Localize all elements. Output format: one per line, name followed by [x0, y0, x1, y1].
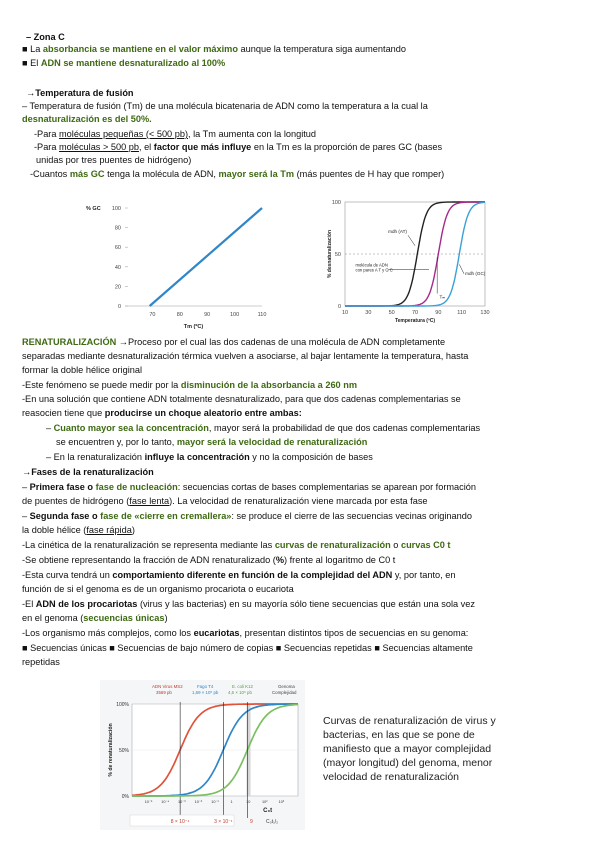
legend-t4-size: 1,69 × 10⁵ pb — [192, 690, 219, 695]
y-tick-label: 100 — [331, 200, 341, 206]
text: ) frente al logaritmo de C0 t — [284, 555, 396, 565]
text: y, por tanto, en — [392, 570, 456, 580]
seq-type-4: Secuencias altamente — [382, 643, 473, 653]
zona-c-title: – Zona C — [26, 32, 65, 42]
y-tick-label: 100% — [116, 702, 129, 708]
x-tick-label: 10 — [341, 310, 349, 316]
y-tick-label: 100 — [111, 206, 121, 212]
highlight: absorbancia se mantiene en el valor máximo — [42, 44, 238, 54]
square-bullet-icon: ■ — [22, 643, 28, 653]
bold: ADN de los procariotas — [35, 599, 138, 609]
x-tick-label: 110 — [257, 312, 267, 318]
text: – — [22, 482, 30, 492]
text: , presentan distintos tipos de secuencias en su genoma: — [239, 628, 469, 638]
gc-arrow — [459, 264, 464, 273]
text: aunque la temperatura siga aumentando — [237, 44, 407, 54]
gc-tm-line — [150, 208, 262, 306]
renat-line-4 — [22, 380, 357, 391]
x-axis-label: Tm (ºC) — [183, 324, 204, 330]
x-tick-label: 30 — [365, 310, 372, 316]
x-tick-label: 10² — [262, 800, 268, 804]
x-tick-label: 10⁻⁴ — [161, 800, 170, 804]
x-tick-label: 130 — [480, 310, 490, 316]
renat-line-12 — [22, 496, 428, 507]
text: El — [30, 58, 41, 68]
text: la doble hélice ( — [22, 525, 87, 535]
text: reasocien tiene que — [22, 408, 105, 418]
x-tick-label: 100 — [230, 312, 240, 318]
y-tick-label: 0 — [337, 304, 341, 310]
x-tick-label: 90 — [435, 310, 442, 316]
renat-line-14 — [22, 525, 135, 536]
y-tick-label: 0 — [117, 304, 121, 310]
legend-t4: Fago T4 — [197, 684, 214, 689]
text: : se produce el cierre de las secuencias vecinas originando — [231, 511, 472, 521]
renat-line-15 — [22, 540, 451, 551]
fusion-point-2-cont: unidas por tres puentes de hidrógeno) — [36, 155, 192, 165]
legend-ms2-size: 3569 pb — [156, 690, 172, 695]
y-tick-label: 20 — [114, 284, 121, 291]
highlight: Cuanto mayor sea la concentración — [53, 423, 209, 433]
legend-complexity: Complejidad — [272, 690, 297, 695]
annotation-gc: mdh (GC) — [465, 270, 486, 276]
renat-line-16 — [22, 555, 395, 566]
annotation-arrow — [408, 235, 415, 245]
x-tick-label: 10⁻⁵ — [144, 800, 153, 804]
cot-value-t4: 3 × 10⁻¹ — [214, 819, 233, 825]
annotation-at: mdh (AT) — [388, 229, 407, 235]
highlight: curvas C0 t — [400, 540, 451, 550]
legend-ms2: ADN Virus MS2 — [152, 684, 183, 689]
y-axis-label: % desnaturalización — [327, 229, 333, 279]
x-tick-label: 10⁻² — [194, 800, 203, 804]
text: →Proceso por el cual las dos cadenas de una molécula de ADN completamente — [116, 337, 446, 347]
cot-value-ecoli: 9 — [249, 819, 253, 825]
x-axis-label: Temperatura (ºC) — [394, 318, 436, 324]
x-tick-label: 10 — [246, 800, 251, 804]
fusion-point-3 — [30, 169, 444, 180]
bold: producirse un choque aleatorio entre ambas: — [104, 408, 302, 418]
legend-ecoli-size: 4,6 × 10⁶ pb — [228, 690, 252, 695]
x-tick-label: 10⁻³ — [178, 800, 186, 804]
text: -Para — [34, 129, 60, 139]
underlined: fase lenta — [129, 496, 170, 506]
text: tenga la molécula de ADN, — [104, 169, 219, 179]
seq-type-3: Secuencias repetidas — [283, 643, 372, 653]
square-bullet-icon: ■ — [374, 643, 380, 653]
seq-type-2: Secuencias de bajo número de copias — [117, 643, 274, 653]
renat-line-3: formar la doble hélice original — [22, 365, 143, 375]
gc-vs-tm-chart — [80, 196, 275, 336]
text: -Esta curva tendrá un — [22, 570, 113, 580]
renat-line-1 — [22, 337, 445, 348]
figure-caption: Curvas de renaturalización de virus y bacterias, en las que se pone de manifiesto que a mayor complejidad (mayor longitud) del genoma, menor velocidad de renaturalización — [323, 715, 496, 783]
renat-line-20 — [22, 613, 168, 624]
text: , el — [138, 142, 154, 152]
renat-line-13 — [22, 511, 472, 522]
renat-line-2: separadas mediante desnaturalización térmica vuelven a asociarse, al bajar lentamente la temperatura, hasta — [22, 351, 469, 361]
x-tick-label: 90 — [204, 312, 211, 318]
square-bullet-icon: ■ — [109, 643, 115, 653]
text: -El — [22, 599, 36, 609]
y-tick-label: 0% — [121, 794, 129, 800]
bold: Primera fase o — [29, 482, 96, 492]
x-tick-label: 10³ — [278, 800, 285, 804]
seq-type-1: Secuencias únicas — [30, 643, 107, 653]
renat-line-6 — [22, 408, 302, 419]
x-tick-label: 70 — [411, 310, 419, 316]
text: -Cuantos — [30, 169, 70, 179]
renat-line-19 — [22, 599, 475, 610]
sequence-types-cont: repetidas — [22, 657, 60, 667]
y-tick-label: 40 — [114, 264, 121, 271]
bold: eucariotas — [193, 628, 240, 638]
renat-line-21 — [22, 628, 468, 639]
text: (más puentes de H hay que romper) — [294, 169, 445, 179]
y-tick-label: 50 — [334, 252, 341, 258]
cot-value-ms2: 8 × 10⁻⁴ — [170, 819, 190, 825]
text: – En la renaturalización — [46, 452, 145, 462]
denaturation-chart — [300, 192, 500, 332]
zona-c-bullet-2 — [22, 58, 225, 69]
highlight: ADN se mantiene desnaturalizado al 100% — [40, 58, 226, 68]
text: en la Tm es la proporción de pares GC (bases — [251, 142, 443, 152]
highlight: mayor será la velocidad de renaturalización — [176, 437, 368, 447]
text: de puentes de hidrógeno ( — [22, 496, 130, 506]
text: -Este fenómeno se puede medir por la — [22, 380, 181, 390]
underlined: moléculas > 500 pb — [59, 142, 139, 152]
bold: % — [275, 555, 284, 565]
bold: comportamiento diferente en función de la complejidad del ADN — [112, 570, 393, 580]
y-tick-label: 60 — [114, 245, 121, 252]
highlight: secuencias únicas — [83, 613, 165, 623]
square-bullet-icon: ■ — [22, 44, 28, 54]
fusion-definition-bold: desnaturalización es del 50%. — [22, 114, 152, 124]
fusion-point-1 — [34, 129, 316, 140]
text: , la Tm aumenta con la longitud — [188, 129, 317, 139]
y-tick-label: 80 — [114, 225, 121, 232]
renat-line-11 — [22, 482, 476, 493]
x-tick-label: 70 — [149, 312, 156, 318]
x-tick-label: 80 — [176, 312, 183, 318]
y-axis-label: % GC — [86, 206, 101, 212]
renaturation-cot-chart — [100, 680, 305, 830]
renat-line-17 — [22, 570, 455, 581]
annotation-tm: Tₘ — [439, 294, 446, 300]
x-tick-label: 10⁻¹ — [211, 800, 219, 804]
renat-line-9 — [46, 452, 373, 463]
text: en el genoma ( — [22, 613, 84, 623]
y-axis-label: % de renaturalización — [108, 723, 114, 777]
annotation-mixed-1: molécula de ADN — [355, 262, 388, 268]
text: -Para — [34, 142, 60, 152]
text: ) — [131, 525, 135, 535]
underlined: fase rápida — [86, 525, 132, 535]
highlight: más GC — [69, 169, 105, 179]
y-tick-label: 50% — [118, 748, 129, 754]
text: o — [390, 540, 401, 550]
renat-phases-title: →Fases de la renaturalización — [22, 467, 154, 477]
renat-title: RENATURALIZACIÓN — [22, 337, 117, 347]
text: , mayor será la probabilidad de que dos cadenas complementarias — [208, 423, 481, 433]
underlined: moléculas pequeñas (< 500 pb) — [59, 129, 188, 139]
zona-c-bullet-1 — [22, 44, 406, 55]
renat-line-7 — [46, 423, 480, 434]
renat-line-5: -En una solución que contiene ADN totalmente desnaturalizado, para que dos cadenas complementarias se — [22, 394, 461, 404]
renat-line-8 — [56, 437, 367, 448]
fusion-definition: – Temperatura de fusión (Tm) de una molécula bicatenaria de ADN como la temperatura a la cual la — [22, 101, 428, 111]
sequence-types-list — [22, 643, 473, 654]
text: -Los organismo más complejos, como los — [22, 628, 194, 638]
highlight: mayor será la Tm — [218, 169, 295, 179]
text: (virus y las bacterias) en su mayoría sólo tiene secuencias que están una sola vez — [137, 599, 475, 609]
text: ). La velocidad de renaturalización viene marcada por esta fase — [169, 496, 428, 506]
x-tick-label: 110 — [457, 310, 467, 316]
legend-ecoli: E. coli K12 — [232, 684, 253, 689]
bold: Segunda fase o — [29, 511, 101, 521]
fusion-title: →Temperatura de fusión — [26, 88, 134, 98]
text: : secuencias cortas de bases complementarias se aparean por formación — [177, 482, 477, 492]
renat-line-18: función de si el genoma es de un organismo procariota o eucariota — [22, 584, 294, 594]
text: se encuentren y, por lo tanto, — [56, 437, 177, 447]
x-tick-label: 1 — [230, 800, 233, 804]
text: -La cinética de la renaturalización se representa mediante las — [22, 540, 275, 550]
square-bullet-icon: ■ — [275, 643, 282, 653]
fusion-point-2 — [34, 142, 442, 153]
text: La — [30, 44, 43, 54]
highlight: curvas de renaturalización — [274, 540, 391, 550]
text: ) — [164, 613, 168, 623]
cot-half-label: C₀t₁/₂ — [266, 819, 279, 825]
bold: influye la concentración — [144, 452, 250, 462]
x-axis-label: C₀t — [263, 808, 273, 814]
square-bullet-icon: ■ — [22, 58, 28, 68]
bold: factor que más influye — [153, 142, 252, 152]
legend-genome: Genoma — [278, 684, 295, 689]
annotation-mixed-2: con pares A T y G C — [355, 267, 393, 273]
x-tick-label: 50 — [388, 310, 395, 316]
text: – — [46, 423, 54, 433]
text: y no la composición de bases — [249, 452, 373, 462]
highlight: fase de «cierre en cremallera» — [100, 511, 232, 521]
highlight: disminución de la absorbancia a 260 nm — [180, 380, 357, 390]
text: -Se obtiene representando la fracción de ADN renaturalizado ( — [22, 555, 276, 565]
text: – — [22, 511, 30, 521]
highlight: fase de nucleación — [95, 482, 178, 492]
